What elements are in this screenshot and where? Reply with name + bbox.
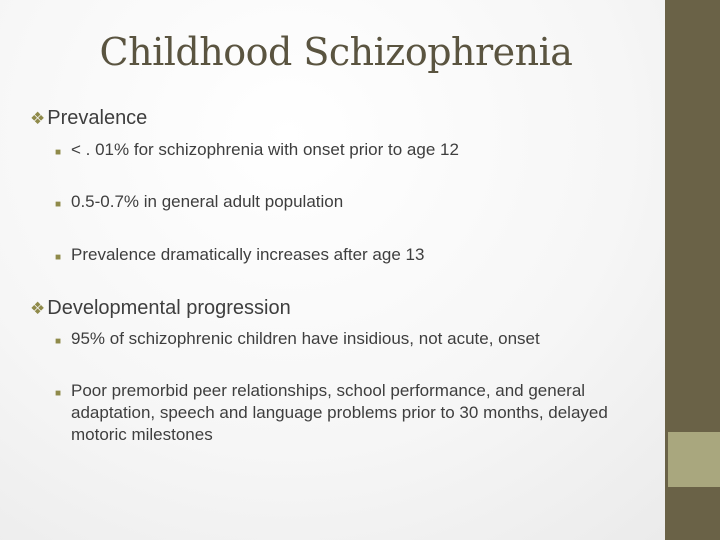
sub-bullet xyxy=(55,191,661,213)
sub-bullet-text: 95% of schizophrenic children have insidious, not acute, onset xyxy=(71,329,540,348)
sub-bullet-text: 0.5-0.7% in general adult population xyxy=(71,192,344,211)
sub-bullet-text: Poor premorbid peer relationships, school performance, and general adaptation, speech and language problems prior to 30 months, delayed motoric milestones xyxy=(71,381,608,444)
bullet-text: Developmental progression xyxy=(47,297,291,319)
square-bullet-icon: ■ xyxy=(55,199,62,210)
square-bullet-icon: ■ xyxy=(55,388,62,399)
square-bullet-icon: ■ xyxy=(55,336,62,347)
sidebar-accent-block xyxy=(668,432,720,487)
sub-bullet xyxy=(55,380,661,446)
diamond-bullet-icon: ❖ xyxy=(30,299,46,318)
square-bullet-icon: ■ xyxy=(55,252,62,263)
bullet-developmental-progression xyxy=(30,297,291,320)
sub-bullet xyxy=(55,244,661,266)
square-bullet-icon: ■ xyxy=(55,147,62,158)
sub-bullet-text: Prevalence dramatically increases after age 13 xyxy=(71,245,425,264)
sub-bullet xyxy=(55,139,661,161)
sub-bullet xyxy=(55,328,661,350)
bullet-text: Prevalence xyxy=(47,107,148,129)
bullet-prevalence xyxy=(30,107,147,130)
diamond-bullet-icon: ❖ xyxy=(30,109,46,128)
slide-title: Childhood Schizophrenia xyxy=(99,30,573,74)
sub-bullet-text: < . 01% for schizophrenia with onset prior to age 12 xyxy=(71,140,459,159)
